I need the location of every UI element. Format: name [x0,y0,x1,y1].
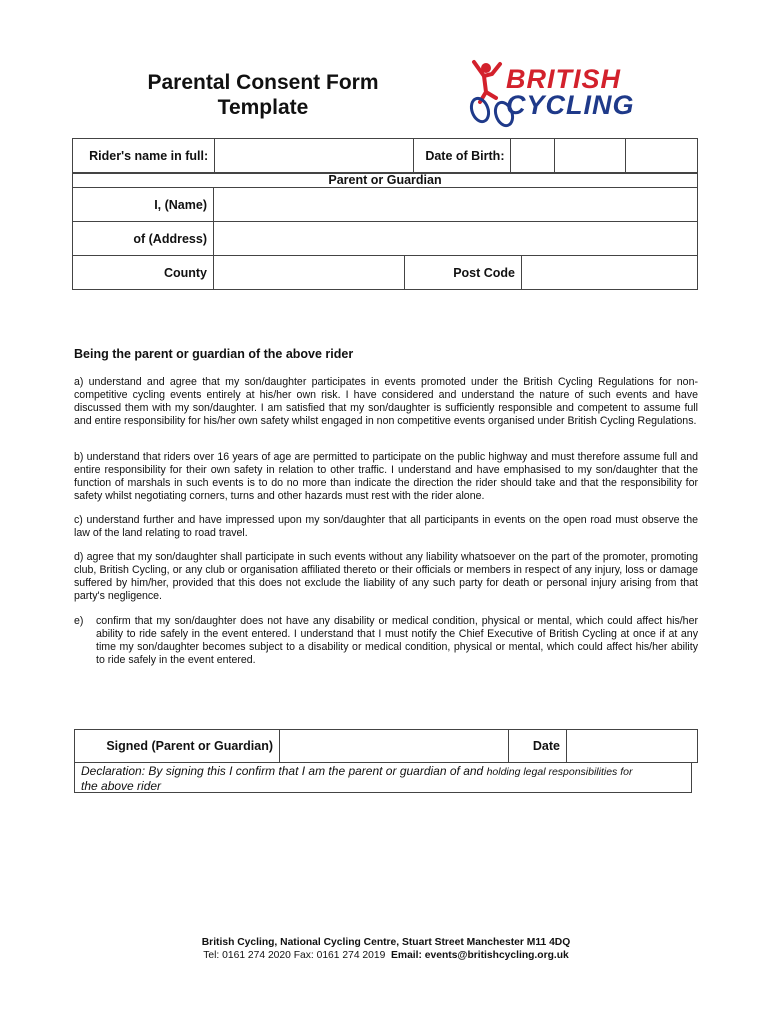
guardian-details-table [72,172,698,290]
clause-e-text: confirm that my son/daughter does not have any disability or medical condition, physical or mental, which could affect his/her ability to ride safely in the event entered. I understand that I must notify the Chief Executive of British Cycling at once if at any time my son/daughter becomes subject to a disability or medical condition, physical or mental, which could affect his/her ability to ride safely in the event entered. [96,615,698,666]
signed-label: Signed (Parent or Guardian) [75,730,280,763]
footer-email: Email: events@britishcycling.org.uk [391,950,569,961]
guardian-address-label: of (Address) [73,222,214,256]
consent-clause-d: d) agree that my son/daughter shall participate in such events without any liability whatsoever on the part of the promoter, promoting club, British Cycling, or any club or organisation affiliated thereto or their officials or members in respect of any injury, loss or damage suffered by him/her, provided that this does not exclude the liability of any such party for death or personal injury arising from that party's negligence. [74,551,698,602]
british-cycling-logo [466,58,681,130]
rider-details-table [72,138,698,174]
consent-clause-c: c) understand further and have impressed upon my son/daughter that all participants in events on the open road must observe the law of the land relating to road travel. [74,514,698,539]
dob-year-field[interactable] [626,139,698,174]
consent-clause-e [74,615,698,667]
logo-text-cycling: CYCLING [506,90,635,120]
guardian-name-field[interactable] [214,188,698,222]
county-field[interactable] [214,256,405,290]
rider-name-field[interactable] [215,139,414,174]
declaration-end: the above rider [81,779,162,793]
signature-field[interactable] [280,730,509,763]
declaration-main: Declaration: By signing this I confirm that I am the parent or guardian of and [81,764,484,778]
footer-contact: Tel: 0161 274 2020 Fax: 0161 274 2019 [203,950,386,961]
clause-e-marker: e) [74,615,84,627]
guardian-address-field[interactable] [214,222,698,256]
title-line-1: Parental Consent Form [147,71,379,94]
consent-clause-a: a) understand and agree that my son/daughter participates in events promoted under the British Cycling Regulations for non-competitive cycling events entirely at his/her own risk. I have considered and understand the nature of such events and have discussed them with my son/daughter. I am satisfied that my son/daughter is sufficiently responsible and competent to assume full and entire responsibility for his/her own safety whilst engaged in non competitive events organised under British Cycling Regulations. [74,376,698,427]
dob-month-field[interactable] [554,139,626,174]
signature-table [74,729,698,763]
declaration-text [74,763,692,793]
county-label: County [73,256,214,290]
footer-address: British Cycling, National Cycling Centre, Stuart Street Manchester M11 4DQ [201,937,571,948]
post-code-label: Post Code [405,256,522,290]
declaration-small: holding legal responsibilities for [486,766,633,778]
title-line-2: Template [217,96,309,119]
guardian-section-header: Parent or Guardian [73,173,698,188]
post-code-field[interactable] [522,256,698,290]
dob-day-field[interactable] [511,139,554,174]
consent-clause-b: b) understand that riders over 16 years of age are permitted to participate on the public highway and must therefore assume full and entire responsibility for their own safety in relation to other traffic. I understand and have emphasised to my son/daughter that the function of marshals in such events is to do no more than indicate the direction the rider should take and that the responsibility for safety whilst negotiating corners, turns and other hazards must rest with the rider alone. [74,451,698,502]
consent-heading: Being the parent or guardian of the above rider [74,347,354,361]
guardian-name-label: I, (Name) [73,188,214,222]
date-label: Date [509,730,567,763]
form-title [108,70,418,120]
date-field[interactable] [567,730,698,763]
rider-name-label: Rider's name in full: [73,139,215,174]
logo-text-british: BRITISH [506,64,621,94]
footer [74,936,698,962]
date-of-birth-label: Date of Birth: [413,139,511,174]
